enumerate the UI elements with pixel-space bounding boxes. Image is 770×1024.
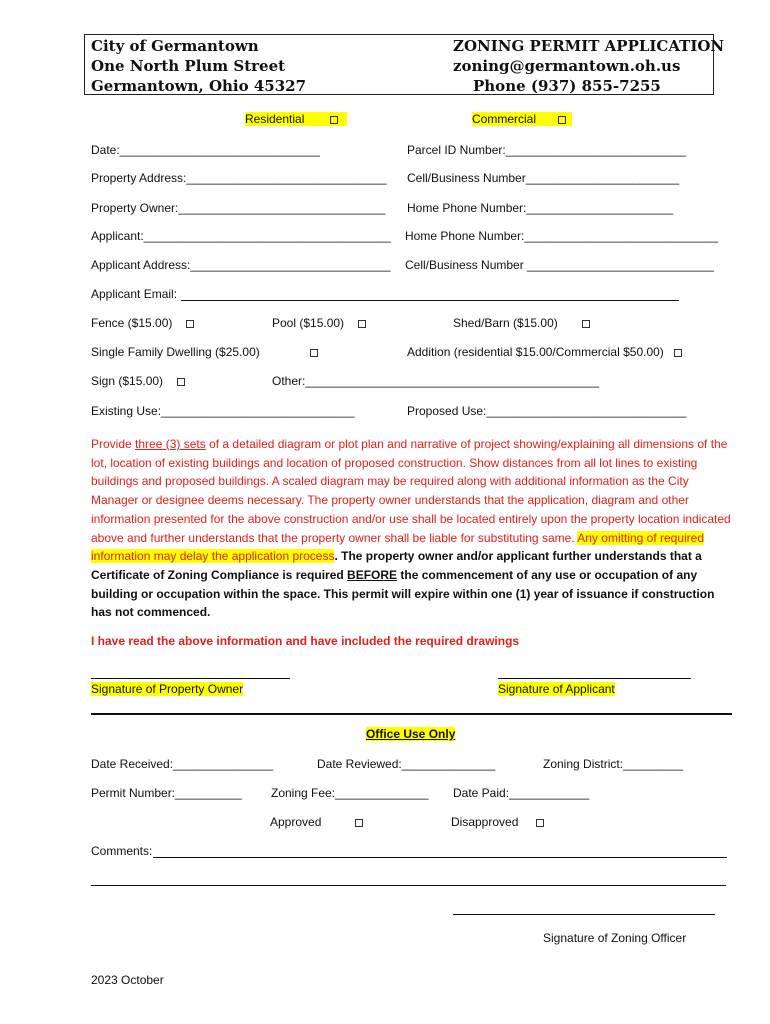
residential-checkbox[interactable] xyxy=(330,116,338,124)
contact-email: zoning@germantown.oh.us xyxy=(453,57,681,75)
fence-checkbox[interactable] xyxy=(186,320,194,328)
form-title: ZONING PERMIT APPLICATION xyxy=(453,37,725,55)
approved-checkbox[interactable] xyxy=(355,819,363,827)
section-divider xyxy=(91,713,732,715)
shed-label: Shed/Barn ($15.00) xyxy=(453,316,558,330)
residential-label: Residential xyxy=(245,112,305,126)
instructions-text-1: Provide xyxy=(91,437,136,451)
comments-line-1[interactable] xyxy=(153,857,727,858)
applicant-home-phone-field[interactable]: Home Phone Number:_____________________________ xyxy=(405,229,718,243)
commercial-option[interactable] xyxy=(472,112,572,126)
approved-option[interactable] xyxy=(270,815,363,829)
instructions-bold-2: the commencement of any use or occupation of any building or occupation within the space. This permit will expire within one (1) year of issuance if construction has not commenced. xyxy=(91,567,715,620)
officer-signature-line[interactable] xyxy=(453,914,715,915)
approved-label: Approved xyxy=(270,815,322,829)
cell-business-field[interactable]: Cell/Business Number_______________________ xyxy=(407,171,680,185)
shed-option[interactable] xyxy=(453,316,590,330)
comments-line-2[interactable] xyxy=(91,885,726,886)
commercial-checkbox[interactable] xyxy=(558,116,566,124)
date-received-field[interactable]: Date Received:_______________ xyxy=(91,757,274,771)
applicant-email-input-line[interactable] xyxy=(181,300,679,301)
pool-label: Pool ($15.00) xyxy=(272,316,345,330)
fence-label: Fence ($15.00) xyxy=(91,316,173,330)
applicant-signature-label: Signature of Applicant xyxy=(498,682,615,696)
applicant-email-label: Applicant Email: xyxy=(91,287,178,301)
city-street: One North Plum Street xyxy=(91,57,286,75)
comments-label: Comments: xyxy=(91,844,153,858)
other-field[interactable]: Other:____________________________________________ xyxy=(272,374,599,388)
disapproved-label: Disapproved xyxy=(451,815,519,829)
owner-signature-label: Signature of Property Owner xyxy=(91,682,244,696)
instructions-paragraph xyxy=(91,435,731,622)
instructions-bold-1: . The property owner and/or applicant further understands that a Certificate of Zoning Compliance is required xyxy=(91,549,702,582)
footer-date: 2023 October xyxy=(91,973,164,987)
date-reviewed-field[interactable]: Date Reviewed:______________ xyxy=(317,757,496,771)
contact-phone: Phone (937) 855-7255 xyxy=(473,77,661,95)
addition-checkbox[interactable] xyxy=(674,349,682,357)
addition-label: Addition (residential $15.00/Commercial $50.00) xyxy=(407,345,664,359)
property-owner-field[interactable]: Property Owner:_______________________________ xyxy=(91,201,386,215)
fence-option[interactable] xyxy=(91,316,194,330)
applicant-cell-field[interactable]: Cell/Business Number ____________________________ xyxy=(405,258,714,272)
instructions-before: BEFORE xyxy=(347,567,398,582)
pool-checkbox[interactable] xyxy=(358,320,366,328)
proposed-use-field[interactable]: Proposed Use:______________________________ xyxy=(407,404,687,418)
sign-checkbox[interactable] xyxy=(177,378,185,386)
zoning-fee-field[interactable]: Zoning Fee:______________ xyxy=(271,786,429,800)
commercial-label: Commercial xyxy=(472,112,537,126)
single-family-label: Single Family Dwelling ($25.00) xyxy=(91,345,260,359)
applicant-field[interactable]: Applicant:_____________________________________ xyxy=(91,229,391,243)
single-family-option[interactable] xyxy=(91,345,318,359)
city-location: Germantown, Ohio 45327 xyxy=(91,77,307,95)
office-use-title: Office Use Only xyxy=(366,727,456,741)
existing-use-field[interactable]: Existing Use:_____________________________ xyxy=(91,404,355,418)
instructions-text-2: of a detailed diagram or plot plan and narrative of project showing/explaining all dimensions of the lot, location of existing buildings and location of proposed construction. Show distances from all lot lines to existing buildings and proposed buildings. A scaled diagram may be required along with additional information as the City Manager or designee deems necessary. The property owner understands that the application, diagram and other information presented for the above construction and/or use shall be located entirely upon the property location indicated above and further understands that the property owner shall be liable for substituting same. xyxy=(91,437,731,545)
residential-option[interactable] xyxy=(245,112,347,126)
applicant-signature-line[interactable] xyxy=(498,678,691,679)
applicant-address-field[interactable]: Applicant Address:______________________________ xyxy=(91,258,391,272)
parcel-id-field[interactable]: Parcel ID Number:___________________________ xyxy=(407,143,686,157)
pool-option[interactable] xyxy=(272,316,366,330)
addition-option[interactable] xyxy=(407,345,682,359)
disapproved-option[interactable] xyxy=(451,815,544,829)
acknowledgement: I have read the above information and have included the required drawings xyxy=(91,634,520,648)
owner-signature-line[interactable] xyxy=(91,678,290,679)
home-phone-field[interactable]: Home Phone Number:______________________ xyxy=(407,201,674,215)
sign-option[interactable] xyxy=(91,374,185,388)
permit-number-field[interactable]: Permit Number:__________ xyxy=(91,786,242,800)
city-name: City of Germantown xyxy=(91,37,259,55)
single-family-checkbox[interactable] xyxy=(310,349,318,357)
instructions-highlight: Any omitting of required information may delay the application process xyxy=(91,530,705,564)
officer-signature-label: Signature of Zoning Officer xyxy=(543,931,687,945)
date-field[interactable]: Date:______________________________ xyxy=(91,143,320,157)
zoning-district-field[interactable]: Zoning District:_________ xyxy=(543,757,684,771)
sign-label: Sign ($15.00) xyxy=(91,374,164,388)
instructions-underlined: three (3) sets xyxy=(135,437,206,451)
property-address-field[interactable]: Property Address:______________________________ xyxy=(91,171,387,185)
date-paid-field[interactable]: Date Paid:____________ xyxy=(453,786,590,800)
shed-checkbox[interactable] xyxy=(582,320,590,328)
disapproved-checkbox[interactable] xyxy=(536,819,544,827)
